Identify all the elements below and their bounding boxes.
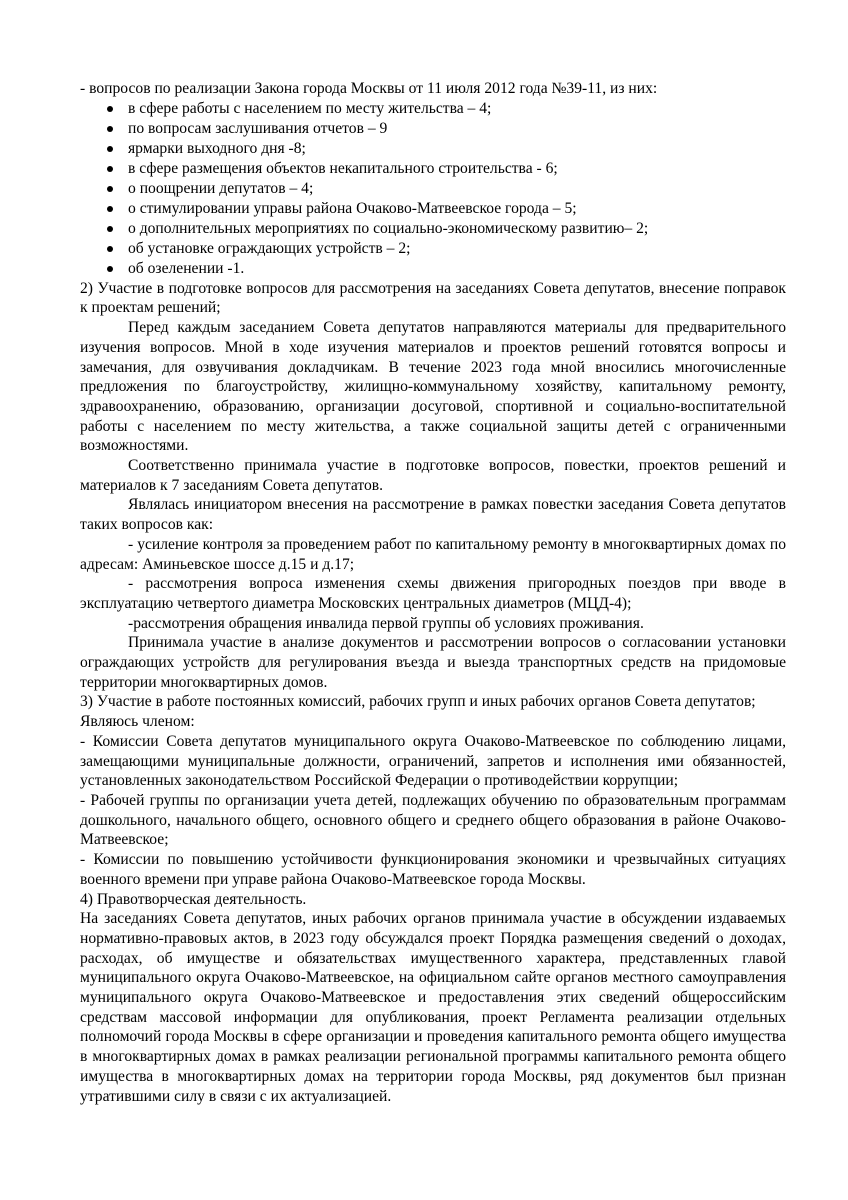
bullet-item: ярмарки выходного дня -8; <box>80 139 786 159</box>
bullet-item: об установке ограждающих устройств – 2; <box>80 239 786 259</box>
document-page <box>80 79 786 1106</box>
paragraph: - усиление контроля за проведением работ по капитальному ремонту в многоквартирных домах по адресам: Аминьевское шоссе д.15 и д.17; <box>80 535 786 573</box>
bullet-dot-icon <box>107 226 113 232</box>
bullet-dot-icon <box>107 186 113 192</box>
section-heading: 4) Правотворческая деятельность. <box>80 890 307 908</box>
bullet-item: по вопросам заслушивания отчетов – 9 <box>80 119 786 139</box>
bullet-item: о поощрении депутатов – 4; <box>80 179 786 199</box>
bullet-item: об озеленении -1. <box>80 259 786 279</box>
paragraph: Перед каждым заседанием Совета депутатов направляются материалы для предварительного изучения вопросов. Мной в ходе изучения материалов и проектов решений готовятся вопросы и замечания, для озвучивания докладчикам. В течение 2023 года мной вносились многочисленные предложения по благоустройству, жилищно-коммунальному хозяйству, капитальному ремонту, здравоохранению, образованию, организации досуговой, спортивной и социально-воспитательной работы с населением по месту жительства, а также социальной защиты детей с ограниченными возможностями. <box>80 319 786 455</box>
paragraph: - Комиссии Совета депутатов муниципального округа Очаково-Матвеевское по соблюдению лицами, замещающими муниципальные должности, ограничений, запретов и исполнения ими обязанностей, установленных законодательством Российской Федерации о противодействии коррупции; <box>80 732 786 790</box>
paragraph: Принимала участие в анализе документов и рассмотрении вопросов о согласовании установки ограждающих устройств для регулирования въезда и выезда транспортных средств на придомовые территории многоквартирных домов. <box>80 634 786 691</box>
bullet-item: в сфере размещения объектов некапитального строительства - 6; <box>80 159 786 179</box>
bullet-item: в сфере работы с населением по месту жительства – 4; <box>80 99 786 119</box>
paragraph: Являюсь членом: <box>80 713 195 731</box>
paragraph: - Рабочей группы по организации учета детей, подлежащих обучению по образовательным программам дошкольного, начального общего, основного общего и среднего общего образования в районе Очаково-Матвеевское; <box>80 791 786 849</box>
bullet-dot-icon <box>107 246 113 252</box>
intro-line: - вопросов по реализации Закона города Москвы от 11 июля 2012 года №39-11, из них: <box>80 80 658 97</box>
paragraph: - Комиссии по повышению устойчивости функционирования экономики и чрезвычайных ситуациях военного времени при управе района Очаково-Матвеевское города Москвы. <box>80 851 786 888</box>
bullet-item: о дополнительных мероприятиях по социально-экономическому развитию– 2; <box>80 219 786 239</box>
bullet-dot-icon <box>107 266 113 272</box>
bullet-list <box>80 99 786 279</box>
section-heading: 3) Участие в работе постоянных комиссий, рабочих групп и иных рабочих органов Совета депутатов; <box>80 693 756 711</box>
bullet-dot-icon <box>107 126 113 132</box>
section-heading: 2) Участие в подготовке вопросов для рассмотрения на заседаниях Совета депутатов, внесение поправок к проектам решений; <box>80 279 786 317</box>
paragraph: - рассмотрения вопроса изменения схемы движения пригородных поездов при вводе в эксплуатацию четвертого диаметра Московских центральных диаметров (МЦД-4); <box>80 575 786 612</box>
paragraph: -рассмотрения обращения инвалида первой группы об условиях проживания. <box>128 614 644 632</box>
bullet-dot-icon <box>107 206 113 212</box>
paragraph: Соответственно принимала участие в подготовке вопросов, повестки, проектов решений и материалов к 7 заседаниям Совета депутатов. <box>80 457 786 494</box>
bullet-item: о стимулировании управы района Очаково-Матвеевское города – 5; <box>80 199 786 219</box>
bullet-dot-icon <box>107 106 113 112</box>
bullet-dot-icon <box>107 146 113 152</box>
paragraph: На заседаниях Совета депутатов, иных рабочих органов принимала участие в обсуждении издаваемых нормативно-правовых актов, в 2023 году обсуждался проект Порядка размещения сведений о доходах, расходах, об имуществе и обязательствах имущественного характера, представленных главой муниципального округа Очаково-Матвеевское, на официальном сайте органов местного самоуправления муниципального округа Очаково-Матвеевское и предоставления этих сведений общероссийским средствам массовой информации для опубликования, проект Регламента реализации отдельных полномочий города Москвы в сфере организации и проведения капитального ремонта общего имущества в многоквартирных домах в рамках реализации региональной программы капитального ремонта общего имущества в многоквартирных домах на территории города Москвы, ряд документов был признан утратившими силу в связи с их актуализацией. <box>80 910 786 1105</box>
bullet-dot-icon <box>107 166 113 172</box>
paragraph: Являлась инициатором внесения на рассмотрение в рамках повестки заседания Совета депутатов таких вопросов как: <box>80 496 786 534</box>
